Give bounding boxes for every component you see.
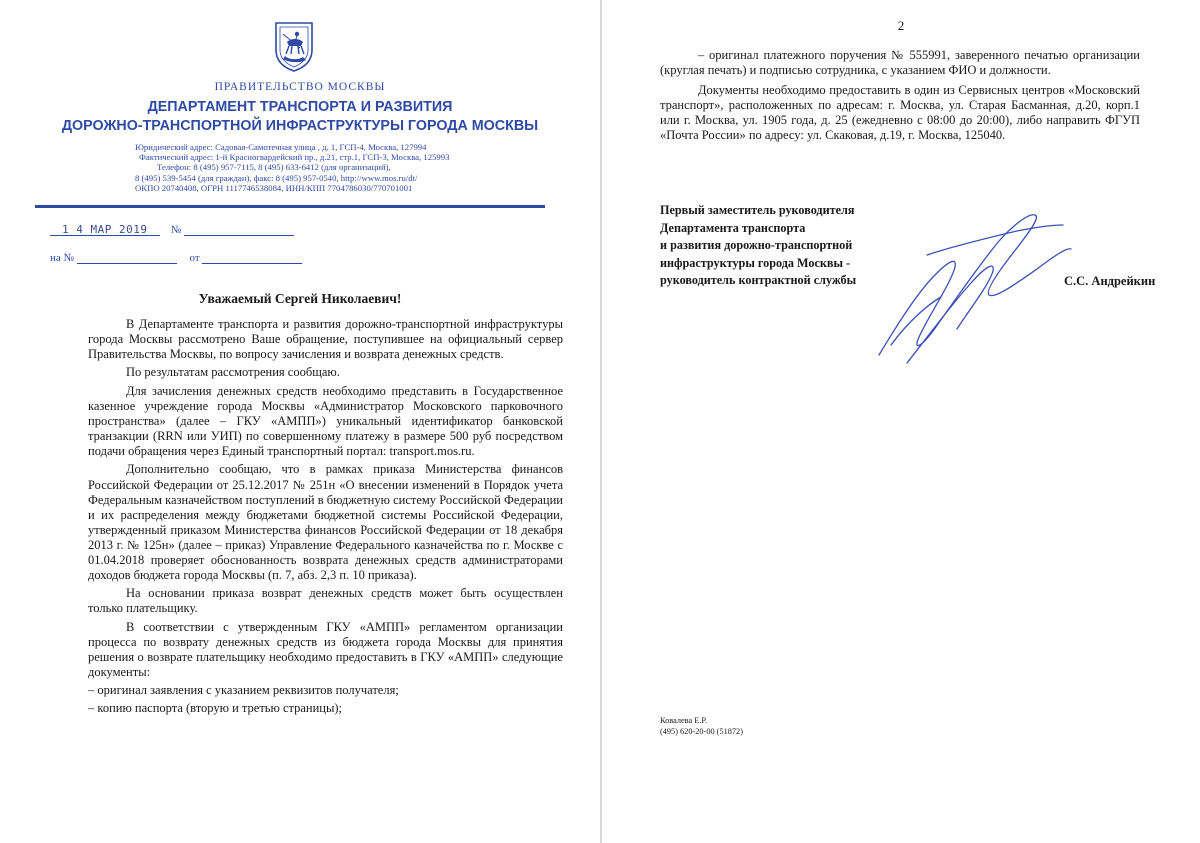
actual-address: Фактический адрес: 1-й Красногвардейский пр., д.21, стр.1, ГСП-3, Москва, 125993 — [139, 152, 450, 163]
number-label: № — [170, 224, 182, 236]
letter-body — [88, 317, 563, 719]
letter-body-continued — [660, 48, 1140, 149]
paragraph-crediting: Для зачисления денежных средств необходимо представить в Государственное казенное учреждение города Москвы «Администратор Московского парковочного пространства» (далее – ГКУ «АМПП») уникальный идентификатор банковской транзакции (RRN или УИП) по совершенному платежу в размере 500 руб посредством подачи обращения через Единый транспортный портал: transport.mos.ru. — [88, 383, 563, 459]
outgoing-registration-row — [50, 223, 294, 236]
signer-title-line: руководитель контрактной службы — [660, 273, 857, 288]
executor-info — [660, 715, 743, 737]
reference-date-field — [202, 251, 302, 264]
signer-title-line: Первый заместитель руководителя — [660, 203, 855, 217]
handwritten-signature — [867, 195, 1077, 375]
legal-address: Юридический адрес: Садовая-Самотечная улица , д. 1, ГСП-4, Москва, 127994 — [135, 142, 427, 152]
signer-title-line: инфраструктуры города Москвы - — [660, 255, 851, 270]
department-name-line-1: ДЕПАРТАМЕНТ ТРАНСПОРТА И РАЗВИТИЯ — [147, 99, 453, 115]
government-name: ПРАВИТЕЛЬСТВО МОСКВЫ — [214, 81, 386, 93]
phone-line: Телефон: 8 (495) 957-7115, 8 (495) 633-6412 (для организаций), — [157, 162, 391, 173]
paragraph-results: По результатам рассмотрения сообщаю. — [126, 365, 340, 380]
signer-name: С.С. Андрейкин — [1064, 274, 1156, 288]
reference-registration-row — [50, 251, 302, 264]
phone-fax-web-line: 8 (495) 539-5454 (для граждан), факс: 8 (495) 957-0540, http://www.mos.ru/dt/ — [135, 172, 418, 183]
executor-phone: (495) 620-20-00 (51872) — [660, 727, 743, 736]
paragraph-minfin-order: Дополнительно сообщаю, что в рамках приказа Министерства финансов Российской Федерации от 25.12.2017 № 251н «О внесении изменений в Порядок учета Федеральным казначейством поступлений в бюджетную систему Российской Федерации и их распределения между бюджетами бюджетной системы Российской Федерации, утвержденный приказом Министерства финансов Российской Федерации от 18 декабря 2013 г. № 125н» (далее – приказ) Управление Федерального казначейства по г. Москве с 01.04.2018 проверяет обоснованность возврата денежных средств администраторами доходов бюджета города Москвы (п. 7, абз. 2,3 п. 10 приказа). — [88, 462, 563, 583]
signer-title-line: и развития дорожно-транспортной — [660, 238, 853, 253]
reference-label: на № — [50, 252, 75, 264]
paragraph-documents-required: В соответствии с утвержденным ГКУ «АМПП» регламентом организации процесса по возврату денежных средств из бюджета города Москвы для принятия решения о возврате плательщику необходимо предоставить в ГКУ «АМПП» следующие документы: — [88, 619, 563, 679]
department-contacts — [135, 142, 449, 193]
paragraph-service-centers: Документы необходимо предоставить в один из Сервисных центров «Московский транспорт», расположенных по адресам: г. Москва, ул. Старая Басманная, д.20, корп.1 или г. Москва, ул. 1905 года, д. 25 (ежедневно с 08:00 до 20:00), либо направить ФГУП «Почта России» по адресу: ул. Скаковая, д.19, г. Москва, 125040. — [660, 83, 1140, 143]
page-number: 2 — [897, 18, 905, 33]
moscow-coat-of-arms-icon — [273, 20, 315, 72]
salutation: Уважаемый Сергей Николаевич! — [198, 291, 402, 306]
department-name-line-2: ДОРОЖНО-ТРАНСПОРТНОЙ ИНФРАСТРУКТУРЫ ГОРОДА МОСКВЫ — [61, 118, 539, 134]
from-label: от — [189, 252, 200, 264]
registry-codes: ОКПО 20740408, ОГРН 1117746538084, ИНН/КПП 7704786030/770701001 — [135, 182, 413, 193]
paragraph-refund-basis: На основании приказа возврат денежных средств может быть осуществлен только плательщику. — [88, 586, 563, 616]
document-list-item: – копию паспорта (вторую и третью страницы); — [88, 701, 343, 716]
paragraph-payment-order: – оригинал платежного поручения № 555991, заверенного печатью организации (круглая печать) и подписью сотрудника, с указанием ФИО и должности. — [660, 48, 1140, 78]
letter-page-2 — [602, 0, 1200, 843]
paragraph-intro: В Департаменте транспорта и развития дорожно-транспортной инфраструктуры города Москвы рассмотрено Ваше обращение, поступившее на официальный сервер Правительства Москвы, по вопросу зачисления и возврата денежных средств. — [88, 317, 563, 362]
letterhead-divider — [35, 205, 545, 208]
reference-number-field — [77, 251, 177, 264]
signer-title — [660, 202, 856, 290]
date-stamp: 1 4 МАР 2019 — [62, 223, 148, 236]
signer-title-line: Департамента транспорта — [660, 220, 806, 235]
number-field — [184, 223, 294, 236]
executor-name: Ковалева Е.Р. — [660, 716, 708, 725]
document-list-item: – оригинал заявления с указанием реквизитов получателя; — [88, 683, 399, 698]
